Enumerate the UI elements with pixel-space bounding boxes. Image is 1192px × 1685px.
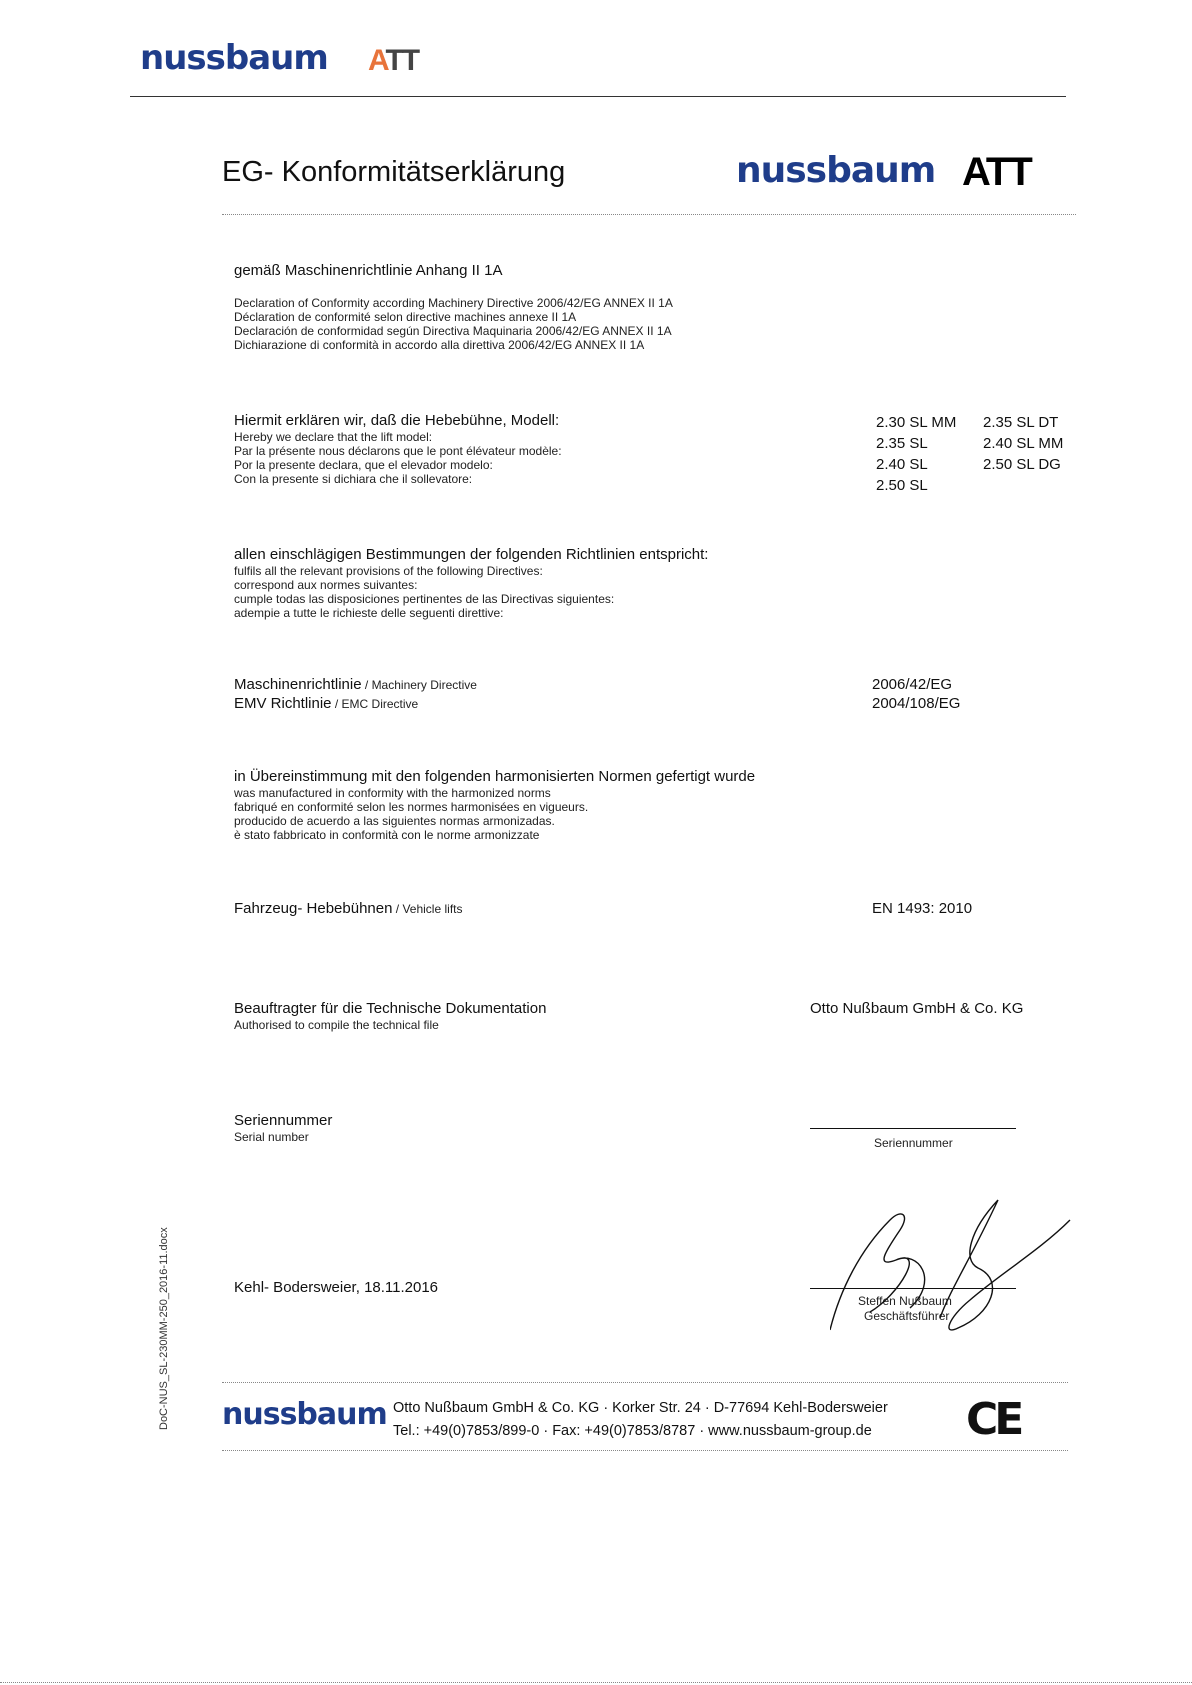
intro-line: Declaration of Conformity according Machinery Directive 2006/42/EG ANNEX II 1A xyxy=(234,296,673,310)
footer-contact: Tel.: +49(0)7853/899-0 · Fax: +49(0)7853/8787 · www.nussbaum-group.de xyxy=(393,1423,872,1439)
provisions-translations xyxy=(234,564,614,620)
directive-label-de: Maschinenrichtlinie xyxy=(234,676,362,693)
att-logo-rest: TT xyxy=(385,44,419,77)
serial-caption: Seriennummer xyxy=(874,1136,953,1150)
models-line: Hereby we declare that the lift model: xyxy=(234,430,433,444)
provisions-line: adempie a tutte le richieste delle seguenti direttive: xyxy=(234,606,504,620)
nussbaum-logo-footer: nussbaum xyxy=(222,1397,387,1432)
signatory-role: Geschäftsführer xyxy=(864,1309,950,1323)
provisions-line: fulfils all the relevant provisions of the following Directives: xyxy=(234,564,543,578)
footer-address: Otto Nußbaum GmbH & Co. KG · Korker Str. 24 · D-77694 Kehl-Bodersweier xyxy=(393,1400,888,1416)
model-value: 2.35 SL DT xyxy=(983,414,1059,431)
model-value: 2.30 SL MM xyxy=(876,414,957,431)
models-column-1 xyxy=(876,412,956,496)
models-translations xyxy=(234,430,562,486)
norm-value: EN 1493: 2010 xyxy=(872,900,973,917)
tech-doc-en: Authorised to compile the technical file xyxy=(234,1018,439,1032)
provisions-de: allen einschlägigen Bestimmungen der folgenden Richtlinien entspricht: xyxy=(234,546,709,563)
intro-line: Déclaration de conformité selon directive machines annexe II 1A xyxy=(234,310,577,324)
header-rule xyxy=(130,96,1066,97)
harmonized-line: è stato fabbricato in conformità con le norme armonizzate xyxy=(234,828,540,842)
serial-line xyxy=(810,1128,1016,1129)
models-line: Con la presente si dichiara che il sollevatore: xyxy=(234,472,473,486)
directive-label-de: EMV Richtlinie xyxy=(234,695,332,712)
signatory-name: Steffen Nußbaum xyxy=(858,1294,952,1308)
nussbaum-logo-title: nussbaum xyxy=(736,150,936,191)
directive-row xyxy=(234,676,477,694)
att-logo-title: ATT xyxy=(962,150,1031,194)
model-value: 2.35 SL xyxy=(876,435,928,452)
nussbaum-logo: nussbaum xyxy=(140,38,328,78)
model-value: 2.50 SL DG xyxy=(983,456,1061,473)
place-date: Kehl- Bodersweier, 18.11.2016 xyxy=(234,1279,439,1296)
model-value: 2.50 SL xyxy=(876,477,928,494)
model-value: 2.40 SL MM xyxy=(983,435,1064,452)
serial-de: Seriennummer xyxy=(234,1112,333,1129)
norm-label-en: / Vehicle lifts xyxy=(392,902,463,916)
directive-value: 2004/108/EG xyxy=(872,695,961,712)
provisions-line: correspond aux normes suivantes: xyxy=(234,578,418,592)
provisions-line: cumple todas las disposiciones pertinentes de las Directivas siguientes: xyxy=(234,592,615,606)
tech-doc-company: Otto Nußbaum GmbH & Co. KG xyxy=(810,1000,1024,1017)
ce-mark: CE xyxy=(966,1394,1021,1445)
handwritten-signature xyxy=(830,1190,1080,1340)
intro-line: Dichiarazione di conformità in accordo alla direttiva 2006/42/EG ANNEX II 1A xyxy=(234,338,645,352)
models-line: Por la presente declara, que el elevador modelo: xyxy=(234,458,493,472)
directive-row xyxy=(234,695,418,713)
models-column-2 xyxy=(983,412,1063,475)
intro-de: gemäß Maschinenrichtlinie Anhang II 1A xyxy=(234,262,503,279)
models-line: Par la présente nous déclarons que le pont élévateur modèle: xyxy=(234,444,562,458)
models-de: Hiermit erklären wir, daß die Hebebühne, Modell: xyxy=(234,412,560,429)
title-rule xyxy=(222,214,1076,215)
directive-label-en: / Machinery Directive xyxy=(361,678,477,692)
serial-en: Serial number xyxy=(234,1130,309,1144)
harmonized-line: producido de acuerdo a las siguientes normas armonizadas. xyxy=(234,814,555,828)
directive-value: 2006/42/EG xyxy=(872,676,953,693)
footer-bottom-rule xyxy=(222,1450,1068,1451)
model-value: 2.40 SL xyxy=(876,456,928,473)
harmonized-line: was manufactured in conformity with the harmonized norms xyxy=(234,786,551,800)
intro-translations xyxy=(234,296,673,352)
directive-label-en: / EMC Directive xyxy=(331,697,419,711)
side-reference: DoC-NUS_SL-230MM-250_2016-11.docx xyxy=(158,1227,170,1430)
harmonized-de: in Übereinstimmung mit den folgenden harmonisierten Normen gefertigt wurde xyxy=(234,768,756,785)
intro-line: Declaración de conformidad según Directiva Maquinaria 2006/42/EG ANNEX II 1A xyxy=(234,324,672,338)
footer-top-rule xyxy=(222,1382,1068,1383)
page-bottom-rule xyxy=(0,1682,1192,1683)
norm-row xyxy=(234,900,462,918)
att-logo: ATT xyxy=(368,44,419,77)
page-header xyxy=(132,36,1062,96)
norm-label-de: Fahrzeug- Hebebühnen xyxy=(234,900,393,917)
tech-doc-de: Beauftragter für die Technische Dokumentation xyxy=(234,1000,547,1017)
harmonized-translations xyxy=(234,786,588,842)
harmonized-line: fabriqué en conformité selon les normes harmonisées en vigueurs. xyxy=(234,800,589,814)
page-title: EG- Konformitätserklärung xyxy=(222,156,566,188)
